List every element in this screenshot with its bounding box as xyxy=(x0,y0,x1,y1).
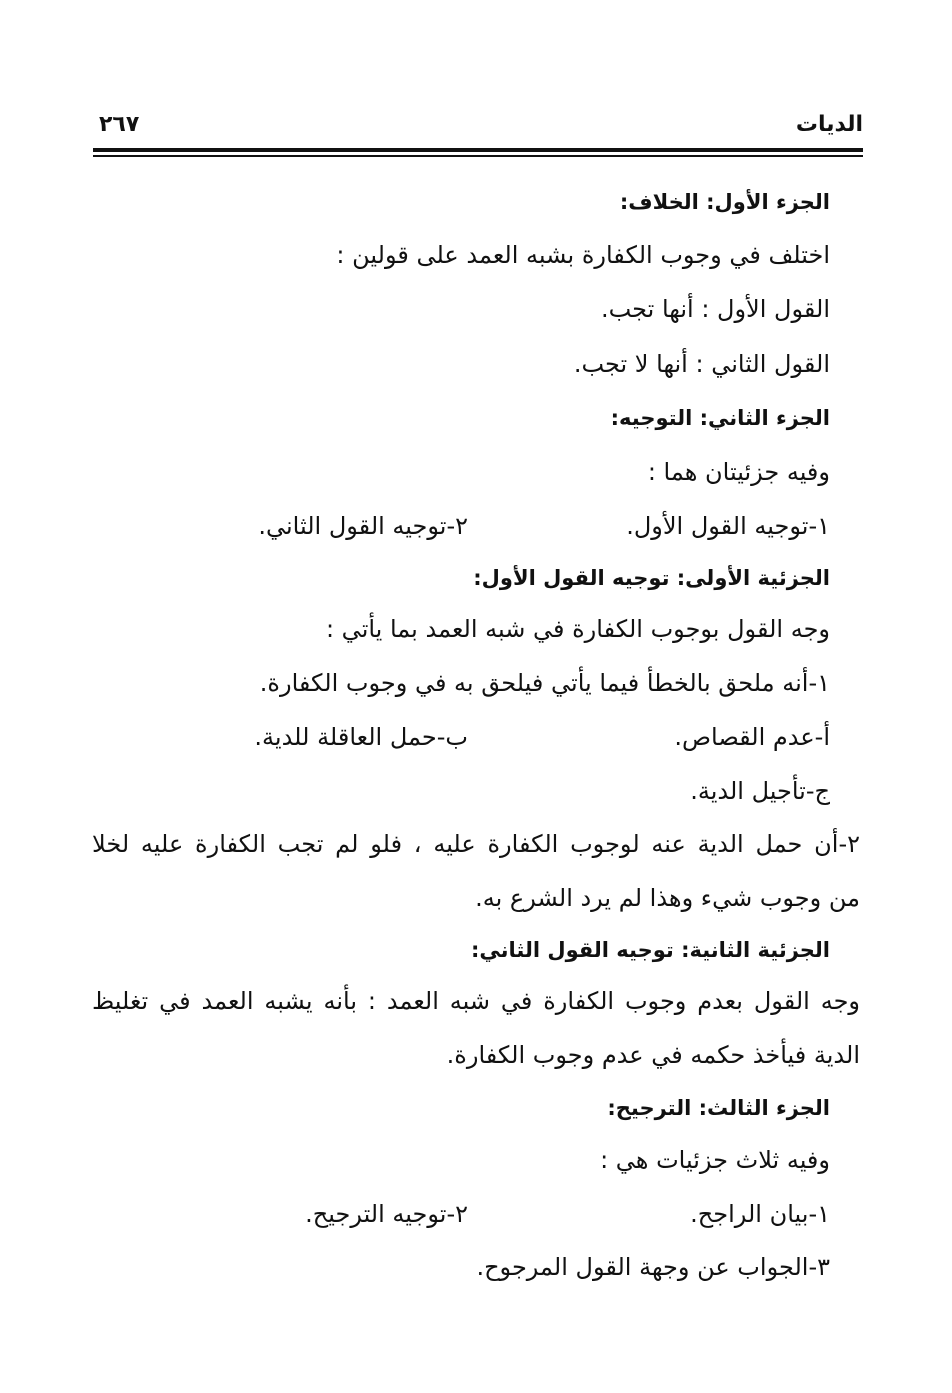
subsection-heading: الجزئية الثانية: توجيه القول الثاني: xyxy=(471,938,830,962)
paragraph-line: وفيه جزئيتان هما : xyxy=(647,458,830,486)
page-number: ٢٦٧ xyxy=(99,112,140,137)
header-rule-thick xyxy=(93,148,863,152)
subsection-heading: الجزئية الأولى: توجيه القول الأول: xyxy=(473,566,830,590)
list-item: ب-حمل العاقلة للدية. xyxy=(254,723,468,751)
section-heading-2: الجزء الثاني: التوجيه: xyxy=(610,406,830,430)
paragraph-line: ١-أنه ملحق بالخطأ فيما يأتي فيلحق به في وجوب الكفارة. xyxy=(259,669,830,697)
list-item: ١-توجيه القول الأول. xyxy=(626,512,830,540)
paragraph-line: وجه القول بوجوب الكفارة في شبه العمد بما يأتي : xyxy=(325,615,830,643)
section-heading-1: الجزء الأول: الخلاف: xyxy=(619,190,830,214)
paragraph-line: من وجوب شيء وهذا لم يرد الشرع به. xyxy=(475,884,860,912)
paragraph-line: ٢-أن حمل الدية عنه لوجوب الكفارة عليه ، فلو لم تجب الكفارة عليه لخلا xyxy=(92,830,860,858)
paragraph-line: وجه القول بعدم وجوب الكفارة في شبه العمد : بأنه يشبه العمد في تغليظ xyxy=(92,987,860,1015)
paragraph-line: الدية فيأخذ حكمه في عدم وجوب الكفارة. xyxy=(446,1041,860,1069)
paragraph-line: وفيه ثلاث جزئيات هي : xyxy=(600,1146,830,1174)
paragraph-line: اختلف في وجوب الكفارة بشبه العمد على قولين : xyxy=(336,241,830,269)
list-item: ج-تأجيل الدية. xyxy=(690,777,830,805)
list-item: ٢-توجيه الترجيح. xyxy=(305,1200,468,1228)
list-item: ٣-الجواب عن وجهة القول المرجوح. xyxy=(476,1253,830,1281)
paragraph-line: القول الثاني : أنها لا تجب. xyxy=(573,350,830,378)
chapter-title: الديات xyxy=(795,112,863,137)
section-heading-3: الجزء الثالث: الترجيح: xyxy=(607,1096,830,1120)
list-item: ٢-توجيه القول الثاني. xyxy=(258,512,468,540)
list-item: ١-بيان الراجح. xyxy=(690,1200,830,1228)
list-item: أ-عدم القصاص. xyxy=(674,723,830,751)
running-header xyxy=(93,112,863,148)
paragraph-line: القول الأول : أنها تجب. xyxy=(600,295,830,323)
header-rule-thin xyxy=(93,155,863,157)
